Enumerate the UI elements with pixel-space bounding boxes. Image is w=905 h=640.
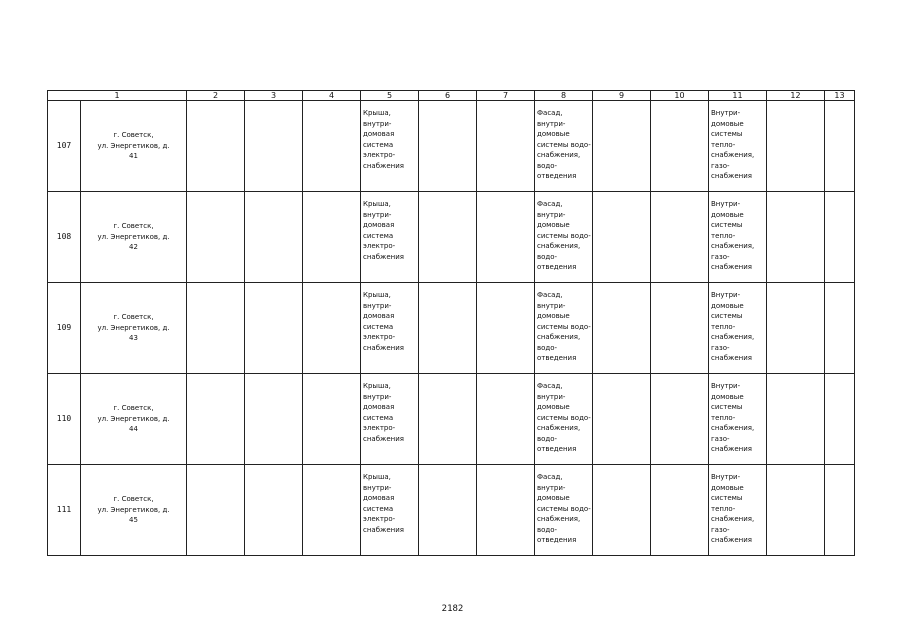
row-number-cell: 107 [48, 101, 81, 192]
works-line: снабжения, [711, 151, 755, 159]
works-line: снабжения, [537, 242, 581, 250]
works-line: электро- [363, 151, 396, 159]
empty-cell-col4 [303, 192, 361, 283]
works-line: домовая [363, 403, 395, 411]
column-header-3: 3 [245, 91, 303, 101]
works-cell-col11 [709, 465, 767, 556]
table-row [48, 374, 855, 465]
empty-cell-col13 [825, 192, 855, 283]
works-line: Внутри- [711, 473, 741, 481]
schedule-table [47, 90, 855, 556]
empty-cell-col6 [419, 192, 477, 283]
works-cell-col5 [361, 192, 419, 283]
address-line: 41 [129, 152, 138, 161]
empty-cell-col6 [419, 465, 477, 556]
works-line: снабжения [363, 161, 404, 170]
works-line: система [363, 140, 394, 149]
empty-cell-col12 [767, 465, 825, 556]
works-cell-col8 [535, 283, 593, 374]
works-cell-col8 [535, 465, 593, 556]
address-line: ул. Энергетиков, д. [97, 323, 170, 332]
works-line: снабжения, [711, 424, 755, 432]
row-number-cell: 110 [48, 374, 81, 465]
address-cell [81, 283, 187, 374]
works-line: газо- [711, 161, 730, 170]
works-line: снабжения [363, 343, 404, 352]
empty-cell-col4 [303, 374, 361, 465]
works-line: Внутри- [711, 382, 741, 390]
works-line: Фасад, внутри- [537, 109, 566, 128]
works-line: системы водо- [537, 140, 591, 149]
works-line: внутри- [363, 483, 392, 492]
address-line: 43 [129, 334, 138, 343]
column-header-12: 12 [767, 91, 825, 101]
address-line: ул. Энергетиков, д. [97, 141, 170, 150]
address-line: 42 [129, 243, 138, 252]
address-line: г. Советск, [113, 131, 154, 140]
works-line: отведения [537, 354, 577, 362]
works-line: система [363, 413, 394, 422]
works-line: водо- [537, 343, 558, 352]
works-cell-col8 [535, 101, 593, 192]
empty-cell-col10 [651, 101, 709, 192]
works-cell-col11 [709, 374, 767, 465]
works-line: снабжения, [537, 151, 581, 159]
works-line: домовые [537, 403, 570, 411]
empty-cell-col2 [187, 192, 245, 283]
works-line: отведения [537, 263, 577, 271]
address-line: ул. Энергетиков, д. [97, 232, 170, 241]
works-line: Фасад, внутри- [537, 291, 566, 310]
works-line: снабжения [363, 434, 404, 443]
empty-cell-col2 [187, 465, 245, 556]
works-line: Фасад, внутри- [537, 473, 566, 492]
works-line: система [363, 231, 394, 240]
works-line: снабжения, [711, 515, 755, 523]
works-line: электро- [363, 242, 396, 250]
row-number-cell: 108 [48, 192, 81, 283]
table-row [48, 192, 855, 283]
empty-cell-col9 [593, 283, 651, 374]
empty-cell-col2 [187, 374, 245, 465]
works-line: отведения [537, 536, 577, 544]
works-line: домовые [537, 494, 570, 502]
empty-cell-col3 [245, 192, 303, 283]
empty-cell-col12 [767, 192, 825, 283]
works-line: домовые [711, 119, 744, 128]
works-line: системы тепло- [711, 130, 743, 149]
works-line: система [363, 504, 394, 513]
works-line: электро- [363, 515, 396, 523]
works-line: Крыша, [363, 109, 391, 117]
works-line: газо- [711, 434, 730, 443]
works-line: домовые [711, 210, 744, 219]
row-number-cell: 109 [48, 283, 81, 374]
column-header-10: 10 [651, 91, 709, 101]
works-line: Крыша, [363, 200, 391, 208]
column-header-5: 5 [361, 91, 419, 101]
works-line: домовая [363, 130, 395, 138]
works-line: Внутри- [711, 200, 741, 208]
works-cell-col11 [709, 101, 767, 192]
works-cell-col8 [535, 192, 593, 283]
row-number-cell: 111 [48, 465, 81, 556]
empty-cell-col3 [245, 374, 303, 465]
empty-cell-col7 [477, 283, 535, 374]
works-line: снабжения, [537, 424, 581, 432]
address-line: 45 [129, 516, 138, 525]
works-line: снабжения, [537, 333, 581, 341]
works-line: домовая [363, 312, 395, 320]
empty-cell-col4 [303, 101, 361, 192]
address-cell [81, 192, 187, 283]
works-line: домовая [363, 494, 395, 502]
works-line: снабжения, [711, 242, 755, 250]
address-cell [81, 374, 187, 465]
empty-cell-col9 [593, 465, 651, 556]
header-row [48, 91, 855, 101]
works-cell-col5 [361, 101, 419, 192]
works-cell-col5 [361, 465, 419, 556]
empty-cell-col12 [767, 101, 825, 192]
works-line: электро- [363, 424, 396, 432]
works-line: снабжения [363, 252, 404, 261]
works-line: газо- [711, 525, 730, 534]
empty-cell-col7 [477, 465, 535, 556]
empty-cell-col3 [245, 283, 303, 374]
empty-cell-col10 [651, 192, 709, 283]
works-line: домовые [711, 483, 744, 492]
empty-cell-col10 [651, 374, 709, 465]
table-row [48, 465, 855, 556]
empty-cell-col3 [245, 465, 303, 556]
works-cell-col11 [709, 283, 767, 374]
address-cell [81, 465, 187, 556]
works-line: Фасад, внутри- [537, 200, 566, 219]
page-number: 2182 [441, 604, 464, 614]
works-line: Внутри- [711, 109, 741, 117]
address-line: ул. Энергетиков, д. [97, 505, 170, 514]
works-line: домовые [537, 312, 570, 320]
works-line: домовые [537, 221, 570, 229]
table-row [48, 101, 855, 192]
address-line: г. Советск, [113, 404, 154, 413]
works-line: системы тепло- [711, 221, 743, 240]
empty-cell-col4 [303, 465, 361, 556]
works-line: электро- [363, 333, 396, 341]
works-line: системы водо- [537, 231, 591, 240]
works-line: домовая [363, 221, 395, 229]
empty-cell-col13 [825, 283, 855, 374]
works-line: снабжения [711, 536, 752, 544]
works-line: Крыша, [363, 473, 391, 481]
works-line: системы тепло- [711, 312, 743, 331]
works-line: системы тепло- [711, 494, 743, 513]
works-line: снабжения [711, 354, 752, 362]
empty-cell-col10 [651, 465, 709, 556]
schedule-table-container [47, 90, 855, 556]
table-row [48, 283, 855, 374]
works-line: системы тепло- [711, 403, 743, 422]
works-line: снабжения [711, 263, 752, 271]
works-line: Фасад, внутри- [537, 382, 566, 401]
empty-cell-col2 [187, 101, 245, 192]
works-line: системы водо- [537, 322, 591, 331]
empty-cell-col4 [303, 283, 361, 374]
works-line: водо- [537, 525, 558, 534]
works-line: снабжения [711, 445, 752, 453]
works-cell-col5 [361, 374, 419, 465]
column-header-2: 2 [187, 91, 245, 101]
works-line: снабжения [711, 172, 752, 180]
works-cell-col11 [709, 192, 767, 283]
empty-cell-col9 [593, 374, 651, 465]
column-header-11: 11 [709, 91, 767, 101]
empty-cell-col13 [825, 101, 855, 192]
empty-cell-col7 [477, 192, 535, 283]
column-header-4: 4 [303, 91, 361, 101]
column-header-13: 13 [825, 91, 855, 101]
column-header-6: 6 [419, 91, 477, 101]
works-line: снабжения, [711, 333, 755, 341]
empty-cell-col3 [245, 101, 303, 192]
works-line: система [363, 322, 394, 331]
empty-cell-col7 [477, 101, 535, 192]
empty-cell-col6 [419, 374, 477, 465]
works-line: водо- [537, 434, 558, 443]
column-header-8: 8 [535, 91, 593, 101]
empty-cell-col13 [825, 374, 855, 465]
empty-cell-col7 [477, 374, 535, 465]
works-line: водо- [537, 252, 558, 261]
works-line: Внутри- [711, 291, 741, 299]
empty-cell-col12 [767, 283, 825, 374]
works-line: газо- [711, 252, 730, 261]
works-line: снабжения [363, 525, 404, 534]
works-line: Крыша, [363, 291, 391, 299]
works-line: отведения [537, 445, 577, 453]
address-line: 44 [129, 425, 138, 434]
address-line: г. Советск, [113, 222, 154, 231]
works-line: системы водо- [537, 504, 591, 513]
works-line: внутри- [363, 119, 392, 128]
works-line: внутри- [363, 210, 392, 219]
empty-cell-col9 [593, 192, 651, 283]
works-cell-col8 [535, 374, 593, 465]
address-line: г. Советск, [113, 495, 154, 504]
works-line: Крыша, [363, 382, 391, 390]
table-body [48, 101, 855, 556]
works-line: внутри- [363, 392, 392, 401]
address-cell [81, 101, 187, 192]
works-line: отведения [537, 172, 577, 180]
empty-cell-col6 [419, 283, 477, 374]
works-line: газо- [711, 343, 730, 352]
works-cell-col5 [361, 283, 419, 374]
works-line: системы водо- [537, 413, 591, 422]
address-line: ул. Энергетиков, д. [97, 414, 170, 423]
works-line: внутри- [363, 301, 392, 310]
empty-cell-col10 [651, 283, 709, 374]
column-header-7: 7 [477, 91, 535, 101]
column-header-9: 9 [593, 91, 651, 101]
works-line: домовые [537, 130, 570, 138]
works-line: водо- [537, 161, 558, 170]
works-line: домовые [711, 301, 744, 310]
empty-cell-col6 [419, 101, 477, 192]
empty-cell-col2 [187, 283, 245, 374]
works-line: домовые [711, 392, 744, 401]
empty-cell-col13 [825, 465, 855, 556]
empty-cell-col12 [767, 374, 825, 465]
works-line: снабжения, [537, 515, 581, 523]
column-header-1: 1 [48, 91, 187, 101]
address-line: г. Советск, [113, 313, 154, 322]
empty-cell-col9 [593, 101, 651, 192]
